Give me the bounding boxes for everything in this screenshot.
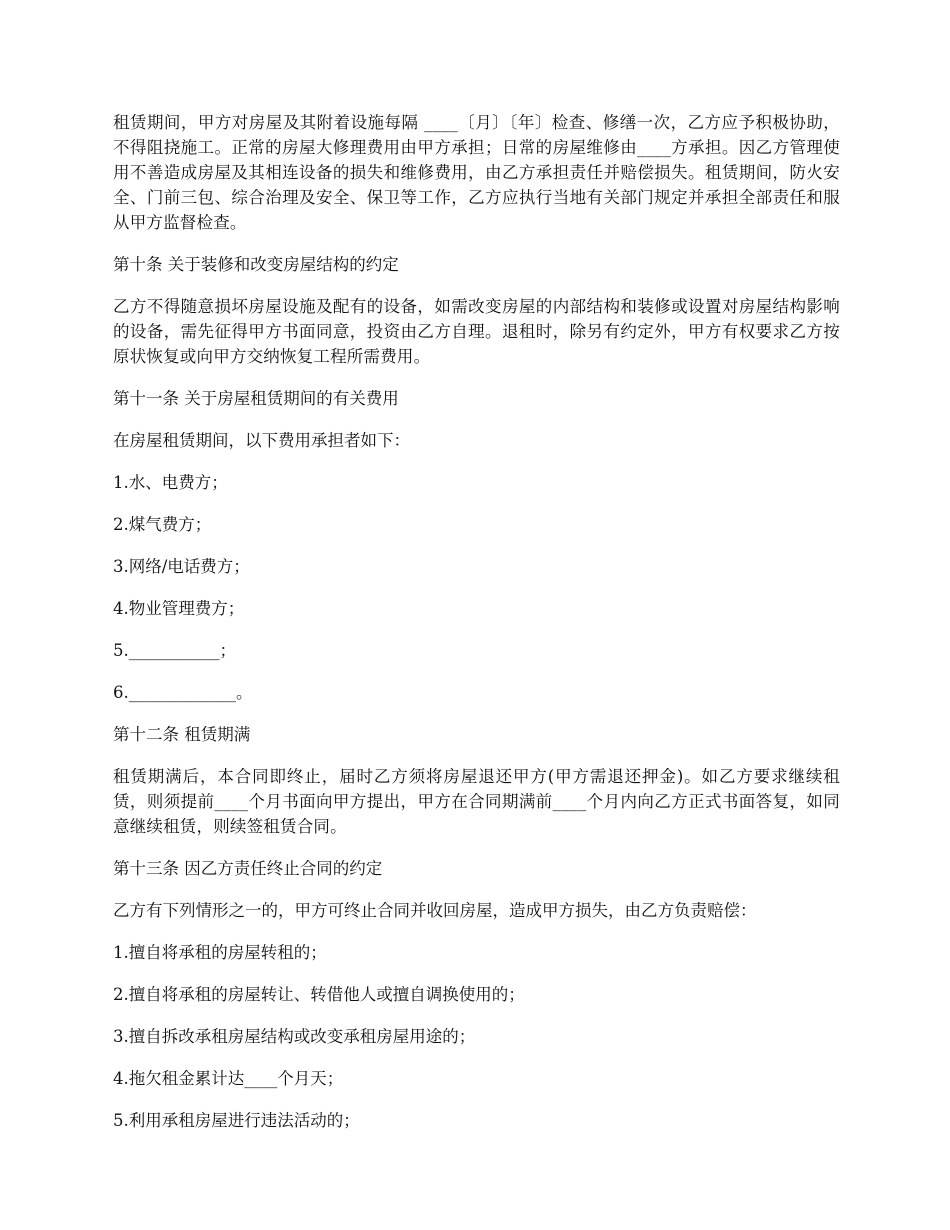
fees-intro: 在房屋租赁期间，以下费用承担者如下： xyxy=(113,431,410,450)
termination-item-4: 4.拖欠租金累计达____个月天； xyxy=(113,1069,344,1088)
fee-item-4: 4.物业管理费方； xyxy=(113,599,245,618)
termination-item-3: 3.擅自拆改承租房屋结构或改变承租房屋用途的； xyxy=(113,1027,476,1046)
paragraph-expiry: 租赁期满后，本合同即终止，届时乙方须将房屋退还甲方(甲方需退还押金)。如乙方要求继续租赁，则须提前____个月书面向甲方提出，甲方在合同期满前____个月内向乙方正式书面答复，如同意继续租赁，则续签租赁合同。 xyxy=(113,767,840,836)
fee-item-6: 6._____________。 xyxy=(113,683,253,702)
fee-item-3: 3.网络/电话费方； xyxy=(113,557,250,576)
termination-intro: 乙方有下列情形之一的，甲方可终止合同并收回房屋，造成甲方损失，由乙方负责赔偿： xyxy=(113,901,757,920)
termination-item-1: 1.擅自将承租的房屋转租的； xyxy=(113,943,327,962)
article-10-heading: 第十条 关于装修和改变房屋结构的约定 xyxy=(113,255,399,274)
document-body xyxy=(113,110,840,1150)
fee-item-5: 5.___________； xyxy=(113,641,236,660)
paragraph-maintenance: 租赁期间，甲方对房屋及其附着设施每隔 ____〔月〕〔年〕检查、修缮一次，乙方应予积极协助，不得阻挠施工。正常的房屋大修理费用由甲方承担；日常的房屋维修由____方承担。因乙方管理使用不善造成房屋及其相连设备的损失和维修费用，由乙方承担责任并赔偿损失。租赁期间，防火安全、门前三包、综合治理及安全、保卫等工作，乙方应执行当地有关部门规定并承担全部责任和服从甲方监督检查。 xyxy=(113,113,840,232)
fee-item-1: 1.水、电费方； xyxy=(113,473,228,492)
fee-item-2: 2.煤气费方； xyxy=(113,515,212,534)
paragraph-renovation: 乙方不得随意损坏房屋设施及配有的设备，如需改变房屋的内部结构和装修或设置对房屋结构影响的设备，需先征得甲方书面同意，投资由乙方自理。退租时，除另有约定外，甲方有权要求乙方按原状恢复或向甲方交纳恢复工程所需费用。 xyxy=(113,297,840,366)
article-12-heading: 第十二条 租赁期满 xyxy=(113,725,251,744)
termination-item-2: 2.擅自将承租的房屋转让、转借他人或擅自调换使用的； xyxy=(113,985,525,1004)
article-11-heading: 第十一条 关于房屋租赁期间的有关费用 xyxy=(113,389,399,408)
termination-item-5: 5.利用承租房屋进行违法活动的； xyxy=(113,1111,360,1130)
article-13-heading: 第十三条 因乙方责任终止合同的约定 xyxy=(113,859,383,878)
